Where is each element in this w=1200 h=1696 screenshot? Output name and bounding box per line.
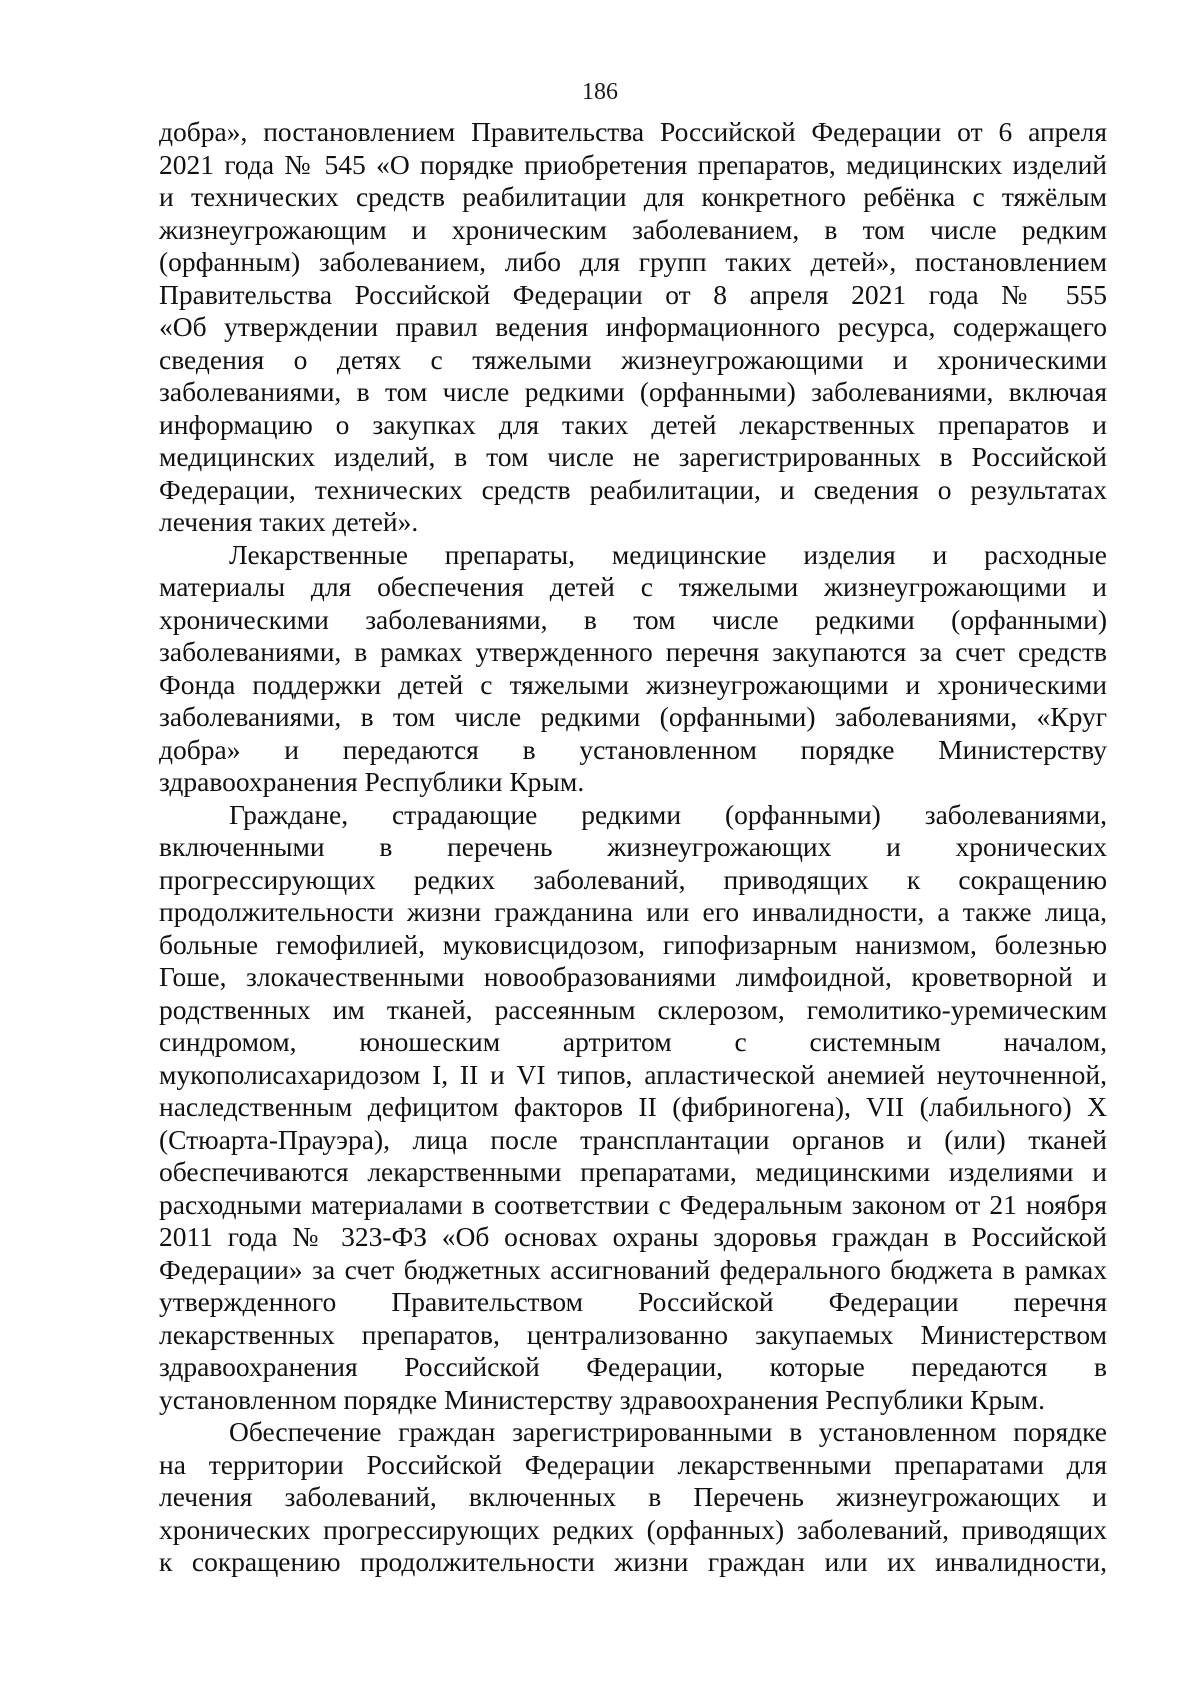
text-line: заболеваниями, в рамках утвержденного перечня закупаются за счет средств (159, 636, 1107, 667)
text-line: Фонда поддержки детей с тяжелыми жизнеугрожающими и хроническими (159, 668, 1107, 700)
paragraph-1 (159, 116, 1107, 539)
text-line: Лекарственные препараты, медицинские изделия и расходные (229, 538, 1107, 570)
text-line: Федерации» за счет бюджетных ассигнований федерального бюджета в рамках (159, 1253, 1107, 1285)
text-line: больные гемофилией, муковисцидозом, гипофизарным нанизмом, болезнью (159, 928, 1107, 960)
text-line: информацию о закупках для таких детей лекарственных препаратов и (159, 408, 1107, 440)
text-line: к сокращению продолжительности жизни граждан или их инвалидности, (159, 1546, 1107, 1577)
text-line: добра», постановлением Правительства Российской Федерации от 6 апреля (159, 116, 1107, 147)
text-line: Обеспечение граждан зарегистрированными в установленном порядке (229, 1416, 1107, 1447)
text-line: (Стюарта-Прауэра), лица после трансплантации органов и (или) тканей (159, 1123, 1107, 1155)
text-line: Гоше, злокачественными новообразованиями лимфоидной, кроветворной и (159, 961, 1107, 992)
text-line: лечения заболеваний, включенных в Перечень жизнеугрожающих и (159, 1481, 1107, 1512)
text-line: жизнеугрожающим и хроническим заболеванием, в том числе редким (159, 213, 1107, 245)
text-line: здравоохранения Республики Крым. (159, 766, 585, 797)
paragraph-4 (159, 1416, 1107, 1579)
text-line: добра» и передаются в установленном порядке Министерству (159, 733, 1107, 765)
text-line: мукополисахаридозом I, II и VI типов, апластической анемией неуточненной, (159, 1058, 1107, 1090)
text-line: лечения таких детей». (159, 506, 419, 537)
text-line: материалы для обеспечения детей с тяжелыми жизнеугрожающими и (159, 571, 1107, 602)
text-line: (орфанным) заболеванием, либо для групп таких детей», постановлением (159, 246, 1107, 277)
text-line: расходными материалами в соответствии с Федеральным законом от 21 ноября (159, 1188, 1107, 1220)
text-line: 2011 года № 323-ФЗ «Об основах охраны здоровья граждан в Российской (159, 1221, 1107, 1252)
text-line: Федерации, технических средств реабилитации, и сведения о результатах (159, 473, 1107, 505)
text-line: сведения о детях с тяжелыми жизнеугрожающими и хроническими (159, 343, 1107, 375)
text-line: на территории Российской Федерации лекарственными препаратами для (159, 1448, 1107, 1480)
text-line: установленном порядке Министерству здравоохранения Республики Крым. (159, 1383, 1045, 1415)
text-line: родственных им тканей, рассеянным склерозом, гемолитико-уремическим (159, 993, 1107, 1025)
text-line: прогрессирующих редких заболеваний, приводящих к сокращению (159, 863, 1107, 895)
text-line: синдромом, юношеским артритом с системным началом, (159, 1026, 1107, 1057)
text-line: и технических средств реабилитации для конкретного ребёнка с тяжёлым (159, 181, 1107, 212)
text-line: заболеваниями, в том числе редкими (орфанными) заболеваниями, «Круг (159, 701, 1107, 732)
text-line: наследственным дефицитом факторов II (фибриногена), VII (лабильного) X (159, 1091, 1107, 1122)
page-number: 186 (582, 79, 618, 105)
paragraph-3 (159, 799, 1107, 1417)
text-line: хронических прогрессирующих редких (орфанных) заболеваний, приводящих (159, 1513, 1107, 1545)
text-line: обеспечиваются лекарственными препаратами, медицинскими изделиями и (159, 1156, 1107, 1187)
text-line: продолжительности жизни гражданина или его инвалидности, а также лица, (159, 896, 1107, 927)
text-line: Правительства Российской Федерации от 8 апреля 2021 года № 555 (159, 278, 1107, 310)
text-line: 2021 года № 545 «О порядке приобретения препаратов, медицинских изделий (159, 148, 1107, 180)
text-line: заболеваниями, в том числе редкими (орфанными) заболеваниями, включая (159, 376, 1107, 407)
text-line: лекарственных препаратов, централизованно закупаемых Министерством (159, 1318, 1107, 1350)
text-line: Граждане, страдающие редкими (орфанными) заболеваниями, (229, 798, 1107, 830)
text-line: медицинских изделий, в том числе не зарегистрированных в Российской (159, 441, 1107, 472)
text-line: хроническими заболеваниями, в том числе редкими (орфанными) (159, 603, 1107, 635)
text-line: здравоохранения Российской Федерации, которые передаются в (159, 1351, 1107, 1382)
paragraph-2 (159, 539, 1107, 799)
text-line: включенными в перечень жизнеугрожающих и хронических (159, 831, 1107, 862)
document-body (159, 116, 1107, 1579)
text-line: утвержденного Правительством Российской Федерации перечня (159, 1286, 1107, 1317)
text-line: «Об утверждении правил ведения информационного ресурса, содержащего (159, 311, 1107, 342)
